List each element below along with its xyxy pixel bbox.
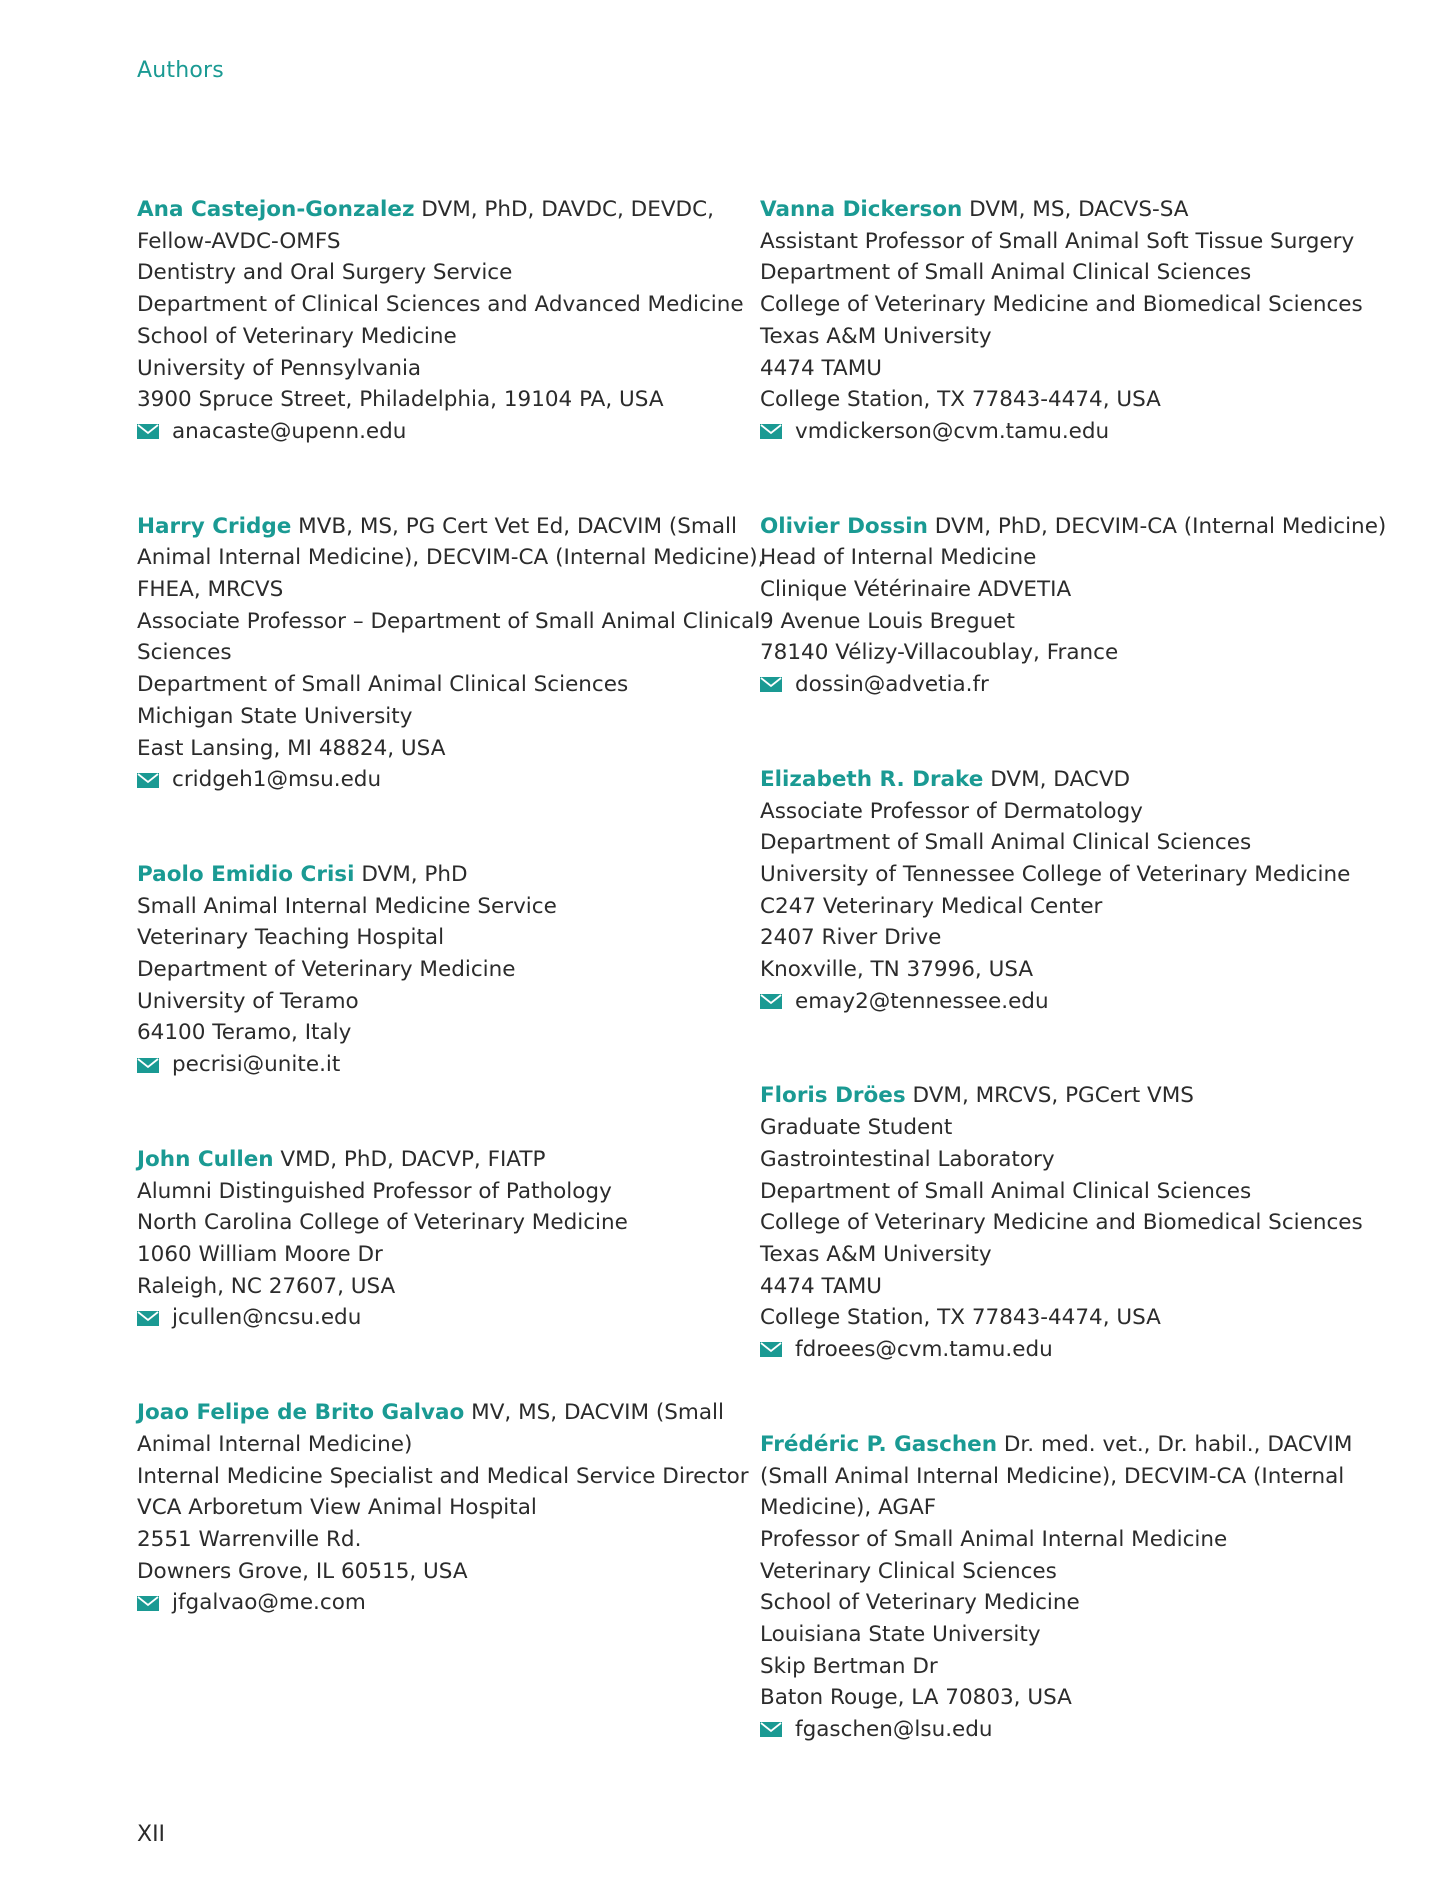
author-heading bbox=[760, 511, 1400, 543]
affiliation-line: College of Veterinary Medicine and Biomedical Sciences bbox=[760, 292, 1363, 318]
section-header: Authors bbox=[137, 58, 224, 83]
affiliation-line: Texas A&M University bbox=[760, 1241, 992, 1267]
author-email[interactable]: vmdickerson@cvm.tamu.edu bbox=[795, 418, 1110, 444]
author-credentials: Dr. med. vet., Dr. habil., DACVIM bbox=[997, 1431, 1353, 1457]
left-author-column bbox=[137, 194, 765, 1682]
author-name: Olivier Dossin bbox=[760, 513, 928, 539]
author-email[interactable]: fgaschen@lsu.edu bbox=[795, 1717, 993, 1743]
author-entry bbox=[760, 1080, 1400, 1365]
affiliation-line: Internal Medicine Specialist and Medical Service Director bbox=[137, 1463, 749, 1489]
affiliation-line: School of Veterinary Medicine bbox=[760, 1590, 1080, 1616]
envelope-icon bbox=[137, 1596, 159, 1611]
author-credentials: DVM, DACVD bbox=[983, 766, 1131, 792]
author-credentials: DVM, MS, DACVS-SA bbox=[962, 197, 1189, 222]
author-credentials: DVM, MRCVS, PGCert VMS bbox=[905, 1083, 1194, 1109]
affiliation-line: Professor of Small Animal Internal Medicine bbox=[760, 1526, 1228, 1552]
affiliation-line: Graduate Student bbox=[760, 1115, 953, 1141]
affiliation-line: Department of Small Animal Clinical Sciences bbox=[760, 830, 1252, 856]
affiliation-line: 2551 Warrenville Rd. bbox=[137, 1526, 362, 1552]
author-name: Harry Cridge bbox=[137, 513, 292, 539]
author-name: Joao Felipe de Brito Galvao bbox=[137, 1400, 465, 1426]
affiliation-line: 4474 TAMU bbox=[760, 1273, 883, 1299]
author-heading bbox=[137, 511, 737, 543]
author-name: Paolo Emidio Crisi bbox=[137, 861, 355, 887]
author-heading bbox=[760, 194, 1400, 226]
affiliation-line: Department of Veterinary Medicine bbox=[137, 957, 516, 983]
author-name: Ana Castejon-Gonzalez bbox=[137, 197, 415, 222]
author-email[interactable]: jfgalvao@me.com bbox=[172, 1590, 366, 1616]
author-name: Vanna Dickerson bbox=[760, 197, 963, 222]
affiliation-line: Department of Small Animal Clinical Sciences bbox=[760, 1178, 1252, 1204]
envelope-icon bbox=[760, 1342, 782, 1357]
email-row bbox=[760, 416, 1400, 448]
affiliation-line: School of Veterinary Medicine bbox=[137, 323, 457, 349]
email-row bbox=[760, 1334, 1400, 1366]
affiliation-line: Animal Internal Medicine) bbox=[137, 1431, 413, 1457]
affiliation-line: FHEA, MRCVS bbox=[137, 577, 284, 603]
author-heading bbox=[760, 1080, 1400, 1112]
affiliation-line: Knoxville, TN 37996, USA bbox=[760, 957, 1034, 983]
author-credentials: VMD, PhD, DACVP, FIATP bbox=[273, 1146, 546, 1172]
envelope-icon bbox=[137, 773, 159, 788]
affiliation-line: University of Teramo bbox=[137, 988, 359, 1014]
author-entry bbox=[760, 1429, 1400, 1746]
email-row bbox=[137, 764, 717, 796]
author-entry bbox=[760, 194, 1400, 448]
author-email[interactable]: cridgeh1@msu.edu bbox=[172, 767, 382, 793]
affiliation-line: VCA Arboretum View Animal Hospital bbox=[137, 1495, 537, 1521]
affiliation-line: College Station, TX 77843-4474, USA bbox=[760, 1305, 1161, 1331]
affiliation-line: Texas A&M University bbox=[760, 323, 992, 349]
envelope-icon bbox=[760, 677, 782, 692]
right-author-column bbox=[760, 194, 1400, 1809]
affiliation-line: Department of Clinical Sciences and Advanced Medicine bbox=[137, 292, 744, 318]
affiliation-line: Gastrointestinal Laboratory bbox=[760, 1146, 1055, 1172]
affiliation-line: Fellow-AVDC-OMFS bbox=[137, 228, 341, 254]
email-row bbox=[760, 669, 1400, 701]
affiliation-line: College of Veterinary Medicine and Biomedical Sciences bbox=[760, 1210, 1363, 1236]
email-row bbox=[137, 416, 717, 448]
affiliation-line: University of Tennessee College of Veterinary Medicine bbox=[760, 861, 1351, 887]
author-credentials: DVM, PhD bbox=[354, 861, 468, 887]
author-entry bbox=[137, 859, 717, 1081]
author-entry bbox=[760, 764, 1400, 1018]
author-entry bbox=[760, 511, 1400, 701]
affiliation-line: Small Animal Internal Medicine Service bbox=[137, 893, 557, 919]
affiliation-line: 78140 Vélizy-Villacoublay, France bbox=[760, 640, 1119, 666]
affiliation-line: Dentistry and Oral Surgery Service bbox=[137, 260, 513, 286]
affiliation-line: 3900 Spruce Street, Philadelphia, 19104 PA, USA bbox=[137, 387, 664, 413]
affiliation-line: C247 Veterinary Medical Center bbox=[760, 893, 1103, 919]
author-heading bbox=[137, 194, 717, 226]
affiliation-line: Veterinary Teaching Hospital bbox=[137, 925, 445, 951]
author-name: Frédéric P. Gaschen bbox=[760, 1431, 998, 1457]
envelope-icon bbox=[137, 1058, 159, 1073]
author-entry bbox=[137, 1397, 749, 1619]
affiliation-line: Medicine), AGAF bbox=[760, 1495, 937, 1521]
author-heading bbox=[137, 859, 717, 891]
affiliation-line: University of Pennsylvania bbox=[137, 355, 422, 381]
affiliation-line: Clinique Vétérinaire ADVETIA bbox=[760, 577, 1072, 603]
email-row bbox=[760, 1714, 1400, 1746]
affiliation-line: Associate Professor of Dermatology bbox=[760, 798, 1143, 824]
affiliation-line: Baton Rouge, LA 70803, USA bbox=[760, 1685, 1072, 1711]
affiliation-line: 2407 River Drive bbox=[760, 925, 942, 951]
affiliation-line: Sciences bbox=[137, 640, 232, 666]
affiliation-line: Raleigh, NC 27607, USA bbox=[137, 1273, 396, 1299]
affiliation-line: 1060 William Moore Dr bbox=[137, 1241, 383, 1267]
author-credentials: DVM, PhD, DECVIM-CA (Internal Medicine) bbox=[927, 513, 1387, 539]
affiliation-line: Department of Small Animal Clinical Sciences bbox=[137, 672, 629, 698]
affiliation-line: 64100 Teramo, Italy bbox=[137, 1020, 352, 1046]
affiliation-line: Michigan State University bbox=[137, 703, 413, 729]
page-number: XII bbox=[137, 1822, 166, 1847]
affiliation-line: Assistant Professor of Small Animal Soft Tissue Surgery bbox=[760, 228, 1355, 254]
affiliation-line: Downers Grove, IL 60515, USA bbox=[137, 1558, 468, 1584]
affiliation-line: Head of Internal Medicine bbox=[760, 545, 1037, 571]
affiliation-line: Department of Small Animal Clinical Sciences bbox=[760, 260, 1252, 286]
author-email[interactable]: fdroees@cvm.tamu.edu bbox=[795, 1337, 1053, 1363]
affiliation-line: 4474 TAMU bbox=[760, 355, 883, 381]
author-email[interactable]: emay2@tennessee.edu bbox=[795, 988, 1049, 1014]
author-entry bbox=[137, 511, 765, 796]
author-email[interactable]: jcullen@ncsu.edu bbox=[172, 1305, 362, 1331]
author-credentials: MV, MS, DACVIM (Small bbox=[464, 1400, 724, 1426]
email-row bbox=[137, 1302, 717, 1334]
email-row bbox=[137, 1049, 717, 1081]
affiliation-line: Skip Bertman Dr bbox=[760, 1653, 938, 1679]
author-email[interactable]: pecrisi@unite.it bbox=[172, 1052, 341, 1078]
affiliation-line: Animal Internal Medicine), DECVIM-CA (Internal Medicine), bbox=[137, 545, 765, 571]
email-row bbox=[760, 986, 1400, 1018]
author-email[interactable]: dossin@advetia.fr bbox=[795, 672, 989, 698]
author-heading bbox=[137, 1144, 717, 1176]
affiliation-line: Alumni Distinguished Professor of Pathology bbox=[137, 1178, 612, 1204]
envelope-icon bbox=[760, 1722, 782, 1737]
affiliation-line: Associate Professor – Department of Small Animal Clinical bbox=[137, 608, 761, 634]
author-name: John Cullen bbox=[137, 1146, 274, 1172]
author-entry bbox=[137, 1144, 717, 1334]
author-heading bbox=[760, 764, 1400, 796]
affiliation-line: (Small Animal Internal Medicine), DECVIM-CA (Internal bbox=[760, 1463, 1345, 1489]
affiliation-line: College Station, TX 77843-4474, USA bbox=[760, 387, 1161, 413]
author-name: Floris Dröes bbox=[760, 1083, 906, 1109]
affiliation-line: East Lansing, MI 48824, USA bbox=[137, 735, 446, 761]
envelope-icon bbox=[760, 994, 782, 1009]
email-row bbox=[137, 1587, 717, 1619]
affiliation-line: Louisiana State University bbox=[760, 1622, 1041, 1648]
author-heading bbox=[760, 1429, 1400, 1461]
author-email[interactable]: anacaste@upenn.edu bbox=[172, 418, 407, 444]
author-heading bbox=[137, 1397, 724, 1429]
envelope-icon bbox=[137, 1311, 159, 1326]
envelope-icon bbox=[137, 424, 159, 439]
author-entry bbox=[137, 194, 744, 448]
author-credentials: MVB, MS, PG Cert Vet Ed, DACVIM (Small bbox=[291, 513, 737, 539]
author-credentials: DVM, PhD, DAVDC, DEVDC, bbox=[414, 197, 714, 222]
affiliation-line: North Carolina College of Veterinary Medicine bbox=[137, 1210, 628, 1236]
envelope-icon bbox=[760, 424, 782, 439]
affiliation-line: 9 Avenue Louis Breguet bbox=[760, 608, 1015, 634]
affiliation-line: Veterinary Clinical Sciences bbox=[760, 1558, 1057, 1584]
author-name: Elizabeth R. Drake bbox=[760, 766, 984, 792]
